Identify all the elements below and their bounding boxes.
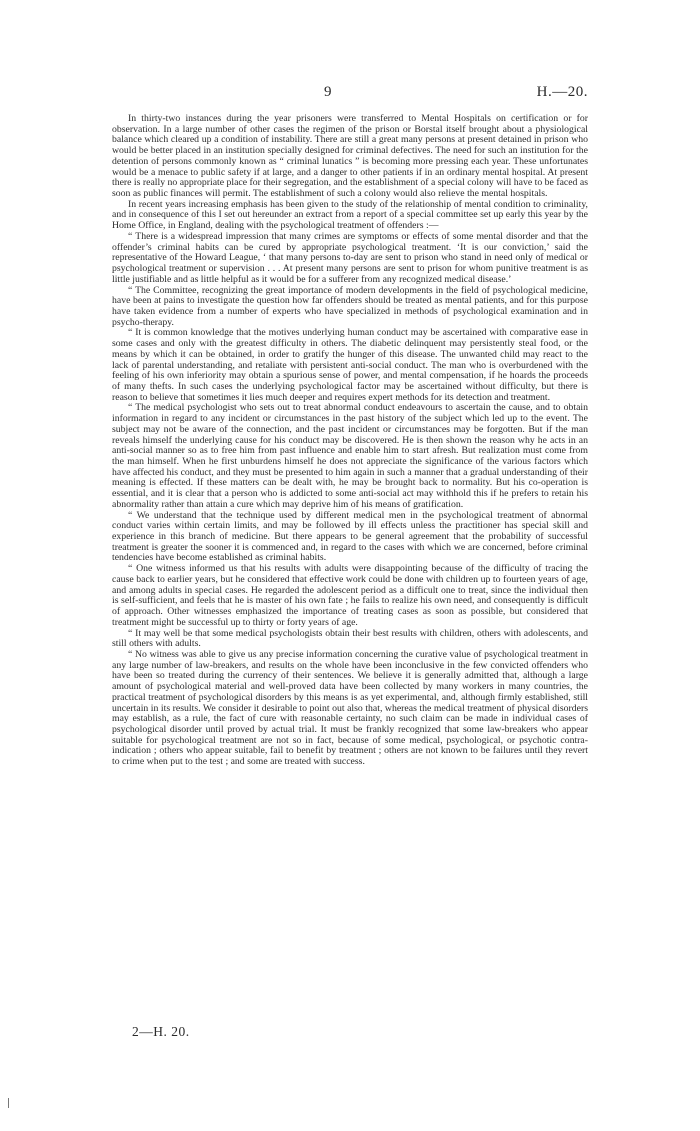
paragraph: “ We understand that the technique used by different medical men in the psychological treatment of abnormal conduct varies within certain limits, and may be followed by ill effects unless the practitioner has special skill and experience in this branch of medicine. But there appears to be general agreement that the probability of successful treatment is greater the sooner it is commenced and, in regard to the cases with which we are concerned, before criminal tendencies have become established as criminal habits. — [112, 509, 588, 564]
paragraph: In recent years increasing emphasis has been given to the study of the relationship of mental condition to criminality, and in consequence of this I set out hereunder an extract from a report of a special committee set up early this year by the Home Office, in England, dealing with the psychological treatment of offenders :— — [112, 198, 588, 232]
paragraph: “ It is common knowledge that the motives underlying human conduct may be ascertained with comparative ease in some cases and only with the greatest difficulty in others. The diabetic delinquent may persistently steal food, or the means by which it can be obtained, in order to gratify the hunger of this disease. The unwanted child may react to the lack of parental understanding, and retaliate with persistent anti-social conduct. The man who is overburdened with the feeling of his own inferiority may obtain a spurious sense of power, and mental compensation, if he hoards the proceeds of many thefts. In such cases the underlying psychological factor may be ascertained without difficulty, but there is reason to believe that sometimes it lies much deeper and requires expert methods for its detection and treatment. — [112, 327, 588, 403]
page-number: 9 — [324, 84, 332, 100]
scan-edge-mark — [8, 1098, 9, 1108]
paragraph: “ The medical psychologist who sets out to treat abnormal conduct endeavours to ascertain the cause, and to obtain information in regard to any incident or circumstances in the past history of the subject which led up to the event. The subject may not be aware of the connection, and the past incident or circumstances may be forgotten. But if the man reveals himself the underlying cause for his conduct may be discovered. He is then shown the reason why he acts in an anti-social manner so as to free him from past influence and enable him to start afresh. But realization must come from the man himself. When he first unburdens himself he does not appreciate the significance of the various factors which have affected his conduct, and they must be presented to him again in such a manner that a gradual understanding of their meaning is effected. If these matters can be dealt with, he may be brought back to normality. But his co-operation is essential, and it is clear that a person who is addicted to some anti-social act may withhold this if he prefers to retain his abnormality rather than attain a cure which may deprive him of his means of gratification. — [112, 402, 588, 510]
page-header — [0, 84, 700, 104]
body-text — [112, 114, 588, 768]
paragraph: “ It may well be that some medical psychologists obtain their best results with children, others with adolescents, and still others with adults. — [112, 627, 588, 650]
paragraph: “ There is a widespread impression that many crimes are symptoms or effects of some mental disorder and that the offender’s criminal habits can be cured by appropriate psychological treatment. ‘It is our conviction,’ said the representative of the Howard League, ‘ that many persons to-day are sent to prison who stand in need only of medical or psychological treatment or supervision . . . At present many persons are sent to prison for whom punitive treatment is as little justifiable and as little helpful as it would be for a sufferer from any recognized medical disease.’ — [112, 230, 588, 285]
document-reference: H.—20. — [536, 84, 588, 100]
paragraph: “ The Committee, recognizing the great importance of modern developments in the field of psychological medicine, have been at pains to investigate the question how far offenders should be treated as mental patients, and for this purpose have taken evidence from a number of experts who have specialized in methods of psychological examination and in psycho-therapy. — [112, 284, 588, 328]
paragraph: “ No witness was able to give us any precise information concerning the curative value of psychological treatment in any large number of law-breakers, and results on the whole have been inconclusive in the few convicted offenders who have been so treated during the currency of their sentences. We believe it is generally admitted that, although a large amount of psychological material and well-proved data have been collected by many workers in many countries, the practical treatment of psychological disorders by this means is as yet experimental, and, although firmly established, still uncertain in its results. We consider it desirable to point out also that, whereas the medical treatment of physical disorders may establish, as a rule, the fact of cure with reasonable certainty, no such claim can be made in individual cases of psychological disorder until proved by actual trial. It must be frankly recognized that some law-breakers who appear suitable for psychological treatment are not so in fact, because of some medical, psychological, or psychotic contra-indication ; others who appear suitable, fail to benefit by treatment ; others are not known to be failures until they revert to crime when put to the test ; and some are treated with success. — [112, 648, 588, 768]
paragraph: In thirty-two instances during the year prisoners were transferred to Mental Hospitals on certification or for observation. In a large number of other cases the regimen of the prison or Borstal itself brought about a physiological balance which cleared up a condition of instability. There are still a great many persons at present detained in prison who would be better placed in an institution specially designed for criminal defectives. The need for such an institution for the detention of persons commonly known as “ criminal lunatics ” is becoming more pressing each year. These unfortunates would be a menace to public safety if at large, and a danger to other patients if in an ordinary mental hospital. At present there is really no appropriate place for their segregation, and the establishment of a special colony will have to be faced as soon as public finances will permit. The establishment of such a colony would also relieve the mental hospitals. — [112, 113, 588, 200]
signature-mark: 2—H. 20. — [132, 1024, 190, 1039]
paragraph: “ One witness informed us that his results with adults were disappointing because of the difficulty of tracing the cause back to earlier years, but he considered that effective work could be done with children up to fourteen years of age, and among adults in special cases. He regarded the adolescent period as a difficult one to treat, since the individual then is self-sufficient, and feels that he is master of his own fate ; he fails to realize his own need, and consequently is difficult of approach. Other witnesses emphasized the importance of treating cases as soon as possible, but considered that treatment might be successful up to thirty or forty years of age. — [112, 563, 588, 628]
